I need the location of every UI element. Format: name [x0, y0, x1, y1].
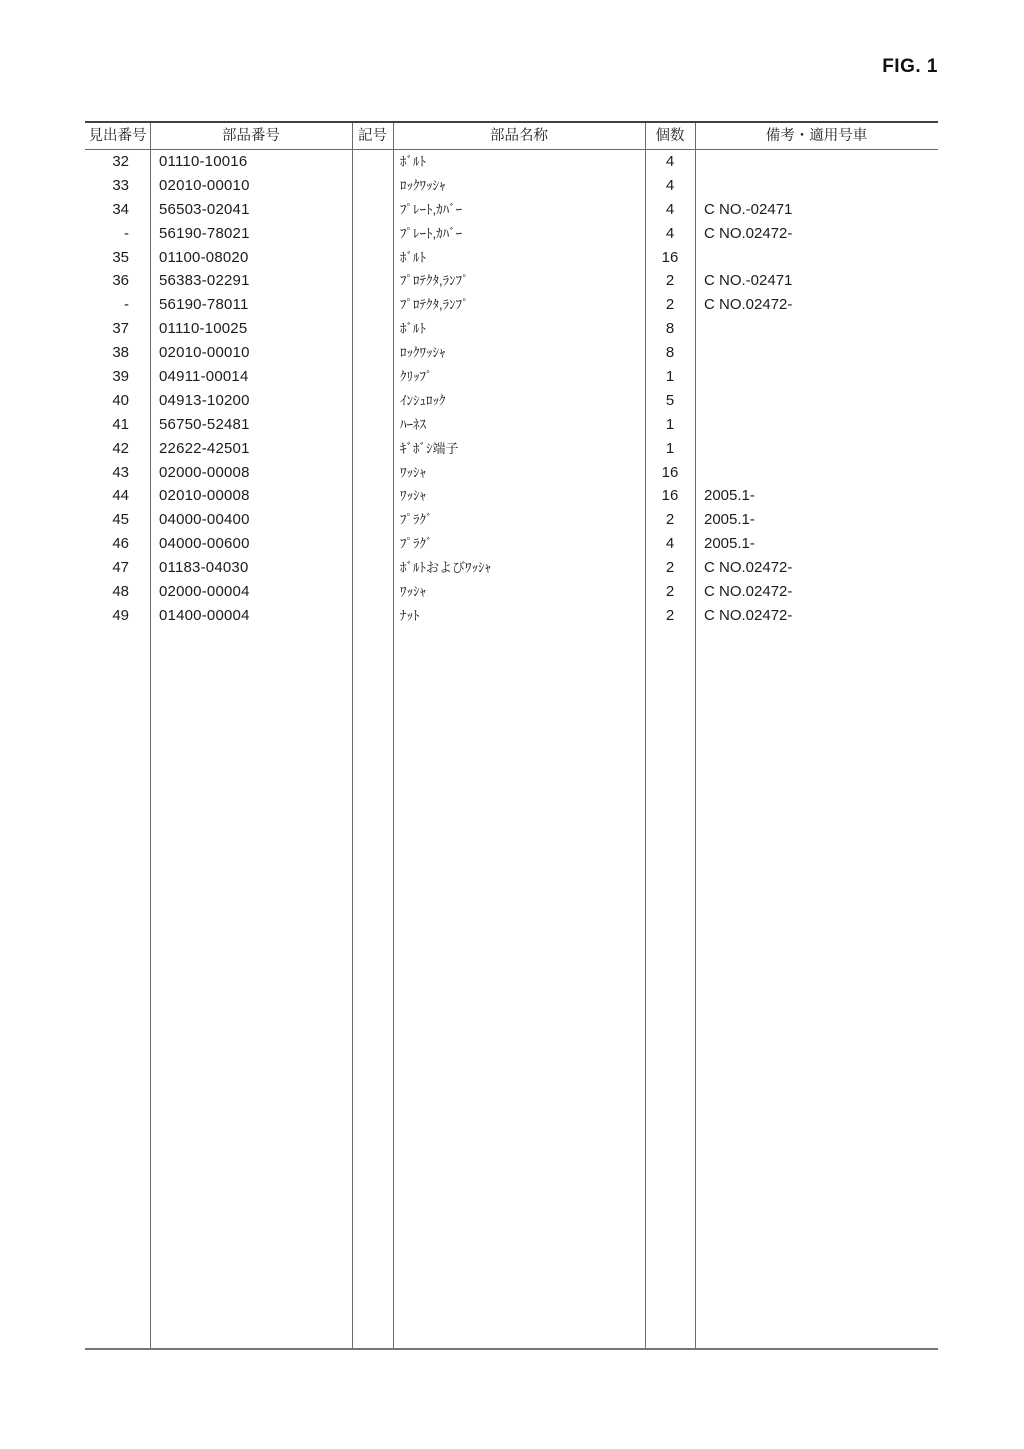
cell-remarks: C NO.-02471	[704, 272, 793, 290]
cell-item-no: 44	[112, 487, 129, 505]
cell-part-name: ﾜｯｼｬ	[400, 464, 426, 480]
cell-qty: 8	[665, 344, 675, 362]
cell-part-no: 01100-08020	[159, 248, 249, 266]
header-part-no: 部品番号	[222, 128, 280, 144]
cell-item-no: -	[124, 296, 129, 314]
cell-item-no: 37	[112, 320, 129, 338]
cell-remarks	[695, 174, 938, 198]
cell-part-name: ﾌﾟﾗｸﾞ	[400, 536, 433, 552]
cell-symbol	[352, 293, 393, 317]
table-header-row	[85, 123, 938, 150]
table-row	[85, 174, 938, 198]
cell-qty: 4	[665, 153, 675, 170]
cell-part-name: ｲﾝｼｭﾛｯｸ	[400, 392, 446, 408]
cell-qty: 2	[665, 296, 675, 314]
cell-symbol	[352, 389, 393, 413]
cell-part-no: 04913-10200	[159, 391, 250, 409]
cell-symbol	[352, 341, 393, 365]
cell-qty: 2	[665, 272, 675, 290]
cell-part-name: ﾎﾞﾙﾄ	[400, 321, 426, 337]
table-row	[85, 389, 938, 413]
cell-remarks: 2005.1-	[704, 535, 755, 553]
cell-qty: 4	[665, 200, 675, 218]
cell-remarks	[695, 150, 938, 174]
cell-part-name: ﾜｯｼｬ	[400, 488, 426, 504]
table-row	[85, 461, 938, 485]
table-row	[85, 532, 938, 556]
cell-item-no: 47	[112, 559, 129, 577]
table-row	[85, 580, 938, 604]
cell-part-name: ﾌﾟﾛﾃｸﾀ,ﾗﾝﾌﾟ	[400, 297, 469, 313]
cell-remarks: C NO.02472-	[704, 559, 793, 577]
cell-part-no: 56383-02291	[159, 272, 250, 290]
cell-remarks: 2005.1-	[704, 511, 755, 529]
cell-item-no: 49	[112, 606, 129, 624]
cell-symbol	[352, 174, 393, 198]
column-divider	[150, 123, 151, 1348]
column-divider	[695, 123, 696, 1348]
cell-symbol	[352, 365, 393, 389]
table-row	[85, 437, 938, 461]
column-divider	[393, 123, 394, 1348]
column-divider	[645, 123, 646, 1348]
cell-qty: 4	[665, 176, 675, 194]
cell-remarks	[695, 246, 938, 270]
table-row	[85, 604, 938, 628]
cell-item-no: 43	[112, 463, 129, 481]
cell-symbol	[352, 317, 393, 341]
cell-part-no: 02010-00010	[159, 176, 250, 194]
cell-symbol	[352, 246, 393, 270]
cell-remarks: C NO.-02471	[704, 200, 793, 218]
cell-part-name: ﾅｯﾄ	[400, 607, 420, 623]
cell-part-no: 02010-00010	[159, 344, 250, 362]
cell-remarks	[695, 389, 938, 413]
cell-remarks	[695, 413, 938, 437]
cell-remarks	[695, 341, 938, 365]
cell-part-name: ﾎﾞﾙﾄおよびﾜｯｼｬ	[400, 560, 492, 576]
cell-qty: 1	[665, 439, 675, 457]
cell-remarks	[695, 317, 938, 341]
table-row	[85, 556, 938, 580]
figure-label: FIG. 1	[882, 56, 938, 77]
table-row	[85, 484, 938, 508]
header-part-name: 部品名称	[490, 128, 548, 144]
cell-part-name: ﾎﾞﾙﾄ	[400, 154, 426, 169]
cell-part-no: 22622-42501	[159, 439, 250, 457]
cell-item-no: 48	[112, 583, 129, 601]
cell-item-no: 35	[112, 248, 129, 266]
cell-symbol	[352, 150, 393, 174]
cell-part-name: ﾊｰﾈｽ	[400, 416, 426, 432]
cell-item-no: 46	[112, 535, 129, 553]
cell-part-name: ﾌﾟﾛﾃｸﾀ,ﾗﾝﾌﾟ	[400, 273, 469, 289]
header-qty: 個数	[655, 128, 685, 144]
cell-item-no: 39	[112, 368, 129, 386]
cell-symbol	[352, 222, 393, 246]
cell-part-no: 56190-78011	[159, 296, 249, 314]
cell-qty: 8	[665, 320, 675, 338]
cell-symbol	[352, 269, 393, 293]
cell-item-no: 32	[112, 153, 129, 170]
cell-remarks: C NO.02472-	[704, 583, 793, 601]
cell-part-name: ﾛｯｸﾜｯｼｬ	[400, 177, 446, 193]
cell-part-no: 01110-10025	[159, 320, 248, 338]
cell-part-name: ﾌﾟﾗｸﾞ	[400, 512, 433, 528]
header-item-no: 見出番号	[88, 128, 147, 144]
cell-symbol	[352, 484, 393, 508]
cell-part-name: ﾛｯｸﾜｯｼｬ	[400, 345, 446, 361]
cell-qty: 16	[661, 248, 679, 266]
cell-part-name: ﾌﾟﾚｰﾄ,ｶﾊﾞｰ	[400, 201, 463, 217]
cell-qty: 2	[665, 559, 675, 577]
parts-table	[85, 121, 938, 1350]
cell-part-no: 56503-02041	[159, 200, 250, 218]
cell-qty: 2	[665, 583, 675, 601]
cell-qty: 4	[665, 535, 675, 553]
cell-symbol	[352, 508, 393, 532]
cell-qty: 2	[665, 511, 675, 529]
table-row	[85, 293, 938, 317]
cell-symbol	[352, 437, 393, 461]
cell-symbol	[352, 413, 393, 437]
cell-symbol	[352, 604, 393, 628]
cell-item-no: 42	[112, 439, 129, 457]
cell-remarks	[695, 437, 938, 461]
cell-qty: 16	[661, 487, 679, 505]
cell-part-name: ｸﾘｯﾌﾟ	[400, 369, 433, 385]
cell-remarks: 2005.1-	[704, 487, 755, 505]
cell-part-no: 01183-04030	[159, 559, 249, 577]
cell-symbol	[352, 461, 393, 485]
cell-remarks: C NO.02472-	[704, 606, 793, 624]
cell-item-no: -	[124, 224, 129, 242]
cell-qty: 1	[665, 415, 675, 433]
cell-part-no: 01400-00004	[159, 606, 250, 624]
header-symbol: 記号	[358, 128, 387, 144]
cell-part-no: 56190-78021	[159, 224, 250, 242]
table-row	[85, 413, 938, 437]
cell-qty: 5	[665, 391, 675, 409]
table-row	[85, 365, 938, 389]
cell-item-no: 36	[112, 272, 129, 290]
cell-part-no: 04000-00400	[159, 511, 250, 529]
cell-symbol	[352, 532, 393, 556]
cell-part-no: 01110-10016	[159, 153, 248, 170]
cell-item-no: 38	[112, 344, 129, 362]
cell-part-no: 04911-00014	[159, 368, 249, 386]
cell-remarks: C NO.02472-	[704, 224, 793, 242]
cell-part-name: ﾌﾟﾚｰﾄ,ｶﾊﾞｰ	[400, 225, 463, 241]
cell-part-no: 04000-00600	[159, 535, 250, 553]
table-row	[85, 341, 938, 365]
cell-part-no: 02010-00008	[159, 487, 250, 505]
table-row	[85, 269, 938, 293]
cell-part-no: 02000-00004	[159, 583, 250, 601]
table-row	[85, 150, 938, 174]
cell-part-name: ﾜｯｼｬ	[400, 584, 426, 600]
cell-remarks	[695, 365, 938, 389]
table-row	[85, 246, 938, 270]
cell-qty: 2	[665, 606, 675, 624]
cell-part-name: ｷﾞﾎﾞｼ端子	[400, 440, 459, 456]
cell-item-no: 41	[112, 415, 129, 433]
cell-symbol	[352, 580, 393, 604]
cell-item-no: 33	[112, 176, 129, 194]
header-remarks: 備考・適用号車	[765, 128, 868, 144]
cell-symbol	[352, 556, 393, 580]
cell-part-no: 56750-52481	[159, 415, 250, 433]
table-body	[85, 150, 938, 628]
table-row	[85, 508, 938, 532]
cell-symbol	[352, 198, 393, 222]
table-row	[85, 317, 938, 341]
cell-part-name: ﾎﾞﾙﾄ	[400, 249, 426, 265]
cell-qty: 4	[665, 224, 675, 242]
cell-remarks	[695, 461, 938, 485]
cell-item-no: 45	[112, 511, 129, 529]
cell-item-no: 34	[112, 200, 129, 218]
column-divider	[352, 123, 353, 1348]
cell-qty: 1	[665, 368, 675, 386]
table-row	[85, 222, 938, 246]
cell-qty: 16	[661, 463, 679, 481]
cell-part-no: 02000-00008	[159, 463, 250, 481]
cell-remarks: C NO.02472-	[704, 296, 793, 314]
table-row	[85, 198, 938, 222]
cell-item-no: 40	[112, 391, 129, 409]
